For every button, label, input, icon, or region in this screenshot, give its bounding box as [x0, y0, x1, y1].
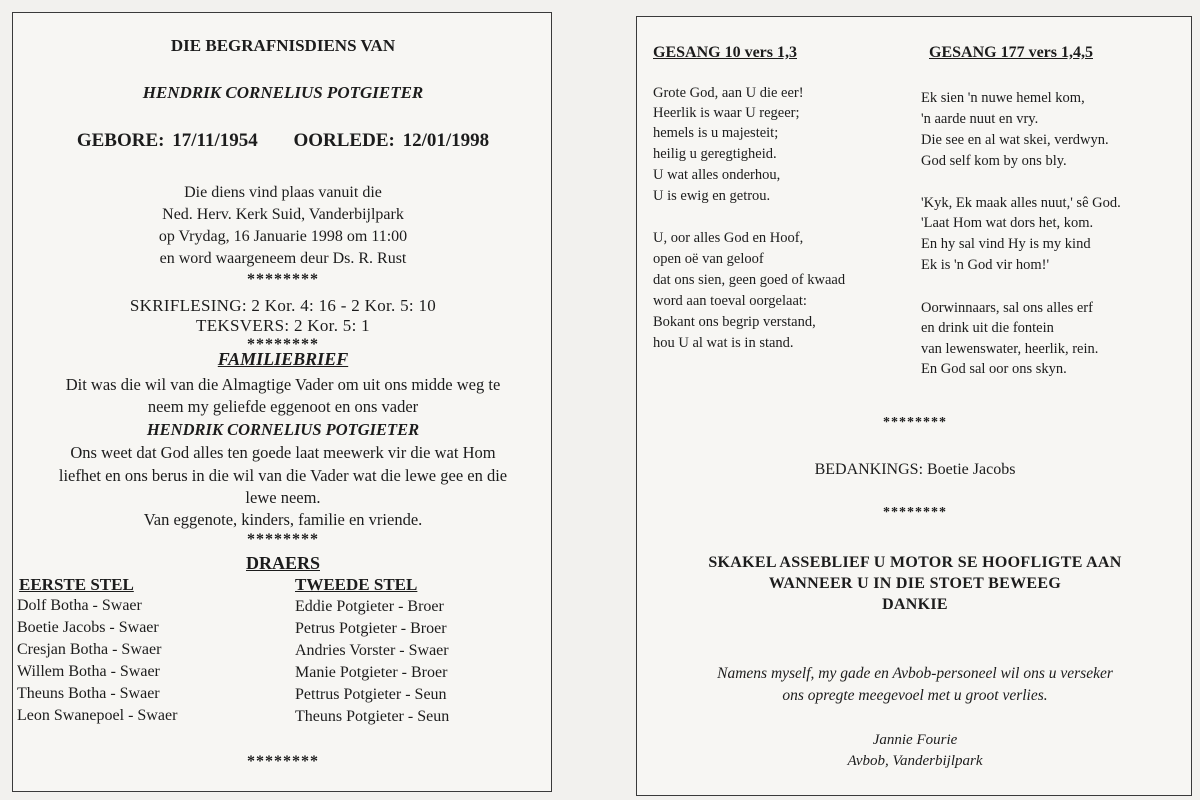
hymn-line: Oorwinnaars, sal ons alles erf: [921, 300, 1093, 316]
left-page: [12, 12, 552, 792]
bearer-first-set: Theuns Botha - Swaer: [17, 685, 160, 702]
separator: ********: [247, 531, 319, 548]
service-line: en word waargeneem deur Ds. R. Rust: [159, 250, 407, 267]
hymn-line: hou U al wat is in stand.: [653, 335, 794, 351]
bearer-second-set: Pettrus Potgieter - Seun: [295, 686, 447, 703]
bearer-second-set: Theuns Potgieter - Seun: [295, 708, 450, 725]
hymn-10-heading: GESANG 10 vers 1,3: [653, 44, 797, 61]
bearer-first-set: Dolf Botha - Swaer: [17, 597, 142, 614]
bearer-first-set: Boetie Jacobs - Swaer: [17, 619, 159, 636]
thank-you-notice: DANKIE: [882, 596, 948, 613]
hymn-line: dat ons sien, geen goed of kwaad: [653, 272, 846, 288]
headlights-notice: SKAKEL ASSEBLIEF U MOTOR SE HOOFLIGTE AAN: [708, 554, 1122, 571]
hymn-line: 'n aarde nuut en vry.: [921, 111, 1039, 127]
hymn-line: God self kom by ons bly.: [921, 153, 1067, 169]
hymn-line: Bokant ons begrip verstand,: [653, 314, 816, 330]
life-dates: [13, 130, 553, 152]
hymn-line: 'Kyk, Ek maak alles nuut,' sê God.: [921, 195, 1121, 211]
family-letter-line: Dit was die wil van die Almagtige Vader om uit ons midde weg te: [65, 375, 501, 394]
separator: ********: [247, 271, 319, 288]
hymn-line: Die see en al wat skei, verdwyn.: [921, 132, 1109, 148]
hymn-line: van lewenswater, heerlik, rein.: [921, 341, 1099, 357]
service-line: Ned. Herv. Kerk Suid, Vanderbijlpark: [162, 206, 404, 223]
separator: ********: [883, 505, 947, 520]
deceased-name: HENDRIK CORNELIUS POTGIETER: [142, 83, 424, 102]
separator: ********: [883, 415, 947, 430]
bearer-second-set: Andries Vorster - Swaer: [295, 642, 449, 659]
service-line: op Vrydag, 16 Januarie 1998 om 11:00: [158, 228, 408, 245]
hymn-line: U, oor alles God en Hoof,: [653, 230, 804, 246]
hymn-line: Ek is 'n God vir hom!': [921, 257, 1050, 273]
second-set-heading: TWEEDE STEL: [295, 575, 418, 594]
hymn-line: En hy sal vind Hy is my kind: [921, 236, 1091, 252]
bearer-first-set: Leon Swanepoel - Swaer: [17, 707, 178, 724]
family-letter-line: neem my geliefde eggenoot en ons vader: [147, 397, 419, 416]
signature-name: Jannie Fourie: [872, 732, 958, 748]
bearer-second-set: Manie Potgieter - Broer: [295, 664, 448, 681]
bearer-second-set: Eddie Potgieter - Broer: [295, 598, 444, 615]
family-letter-line: liefhet en ons berus in die wil van die Vader wat die lewe gee en die: [58, 466, 508, 485]
hymn-line: En God sal oor ons skyn.: [921, 361, 1067, 377]
hymn-line: heilig u geregtigheid.: [653, 146, 777, 162]
death-date: OORLEDE: 12/01/1998: [293, 130, 490, 151]
family-letter-line: Ons weet dat God alles ten goede laat meewerk vir die wat Hom: [70, 443, 496, 462]
service-title: DIE BEGRAFNISDIENS VAN: [170, 36, 396, 55]
hymn-line: Grote God, aan U die eer!: [653, 85, 804, 101]
hymn-line: Heerlik is waar U regeer;: [653, 105, 800, 121]
family-letter-heading: FAMILIEBRIEF: [217, 349, 349, 369]
headlights-notice: WANNEER U IN DIE STOET BEWEEG: [768, 575, 1062, 592]
scripture-reading: SKRIFLESING: 2 Kor. 4: 16 - 2 Kor. 5: 10: [129, 296, 437, 315]
hymn-line: U wat alles onderhou,: [653, 167, 781, 183]
hymn-line: U is ewig en getrou.: [653, 188, 771, 204]
condolence-line: Namens myself, my gade en Avbob-personeel wil ons u verseker: [717, 665, 1113, 682]
first-set-heading: EERSTE STEL: [19, 575, 134, 594]
separator: ********: [247, 336, 319, 353]
hymn-line: en drink uit die fontein: [921, 320, 1054, 336]
hymn-177-heading: GESANG 177 vers 1,4,5: [929, 44, 1093, 61]
hymn-line: Ek sien 'n nuwe hemel kom,: [921, 90, 1085, 106]
bearer-second-set: Petrus Potgieter - Broer: [295, 620, 447, 637]
hymn-line: open oë van geloof: [653, 251, 764, 267]
acknowledgements: BEDANKINGS: Boetie Jacobs: [814, 461, 1016, 478]
condolence-line: ons opregte meegevoel met u groot verlies.: [782, 687, 1048, 704]
family-letter-line: Van eggenote, kinders, familie en vriende.: [143, 510, 423, 529]
separator: ********: [247, 753, 319, 770]
bearers-heading: DRAERS: [245, 553, 320, 573]
service-line: Die diens vind plaas vanuit die: [184, 184, 382, 201]
signature-org: Avbob, Vanderbijlpark: [847, 753, 983, 769]
hymn-line: 'Laat Hom wat dors het, kom.: [921, 215, 1094, 231]
bearer-first-set: Cresjan Botha - Swaer: [17, 641, 162, 658]
hymn-line: hemels is u majesteit;: [653, 125, 779, 141]
family-letter-line: lewe neem.: [245, 488, 321, 507]
birth-date: GEBORE: 17/11/1954: [76, 130, 258, 151]
right-page: [636, 16, 1192, 796]
text-verse: TEKSVERS: 2 Kor. 5: 1: [196, 316, 370, 335]
hymn-line: word aan toeval oorgelaat:: [653, 293, 807, 309]
bearer-first-set: Willem Botha - Swaer: [17, 663, 160, 680]
family-letter-name: HENDRIK CORNELIUS POTGIETER: [146, 420, 420, 439]
